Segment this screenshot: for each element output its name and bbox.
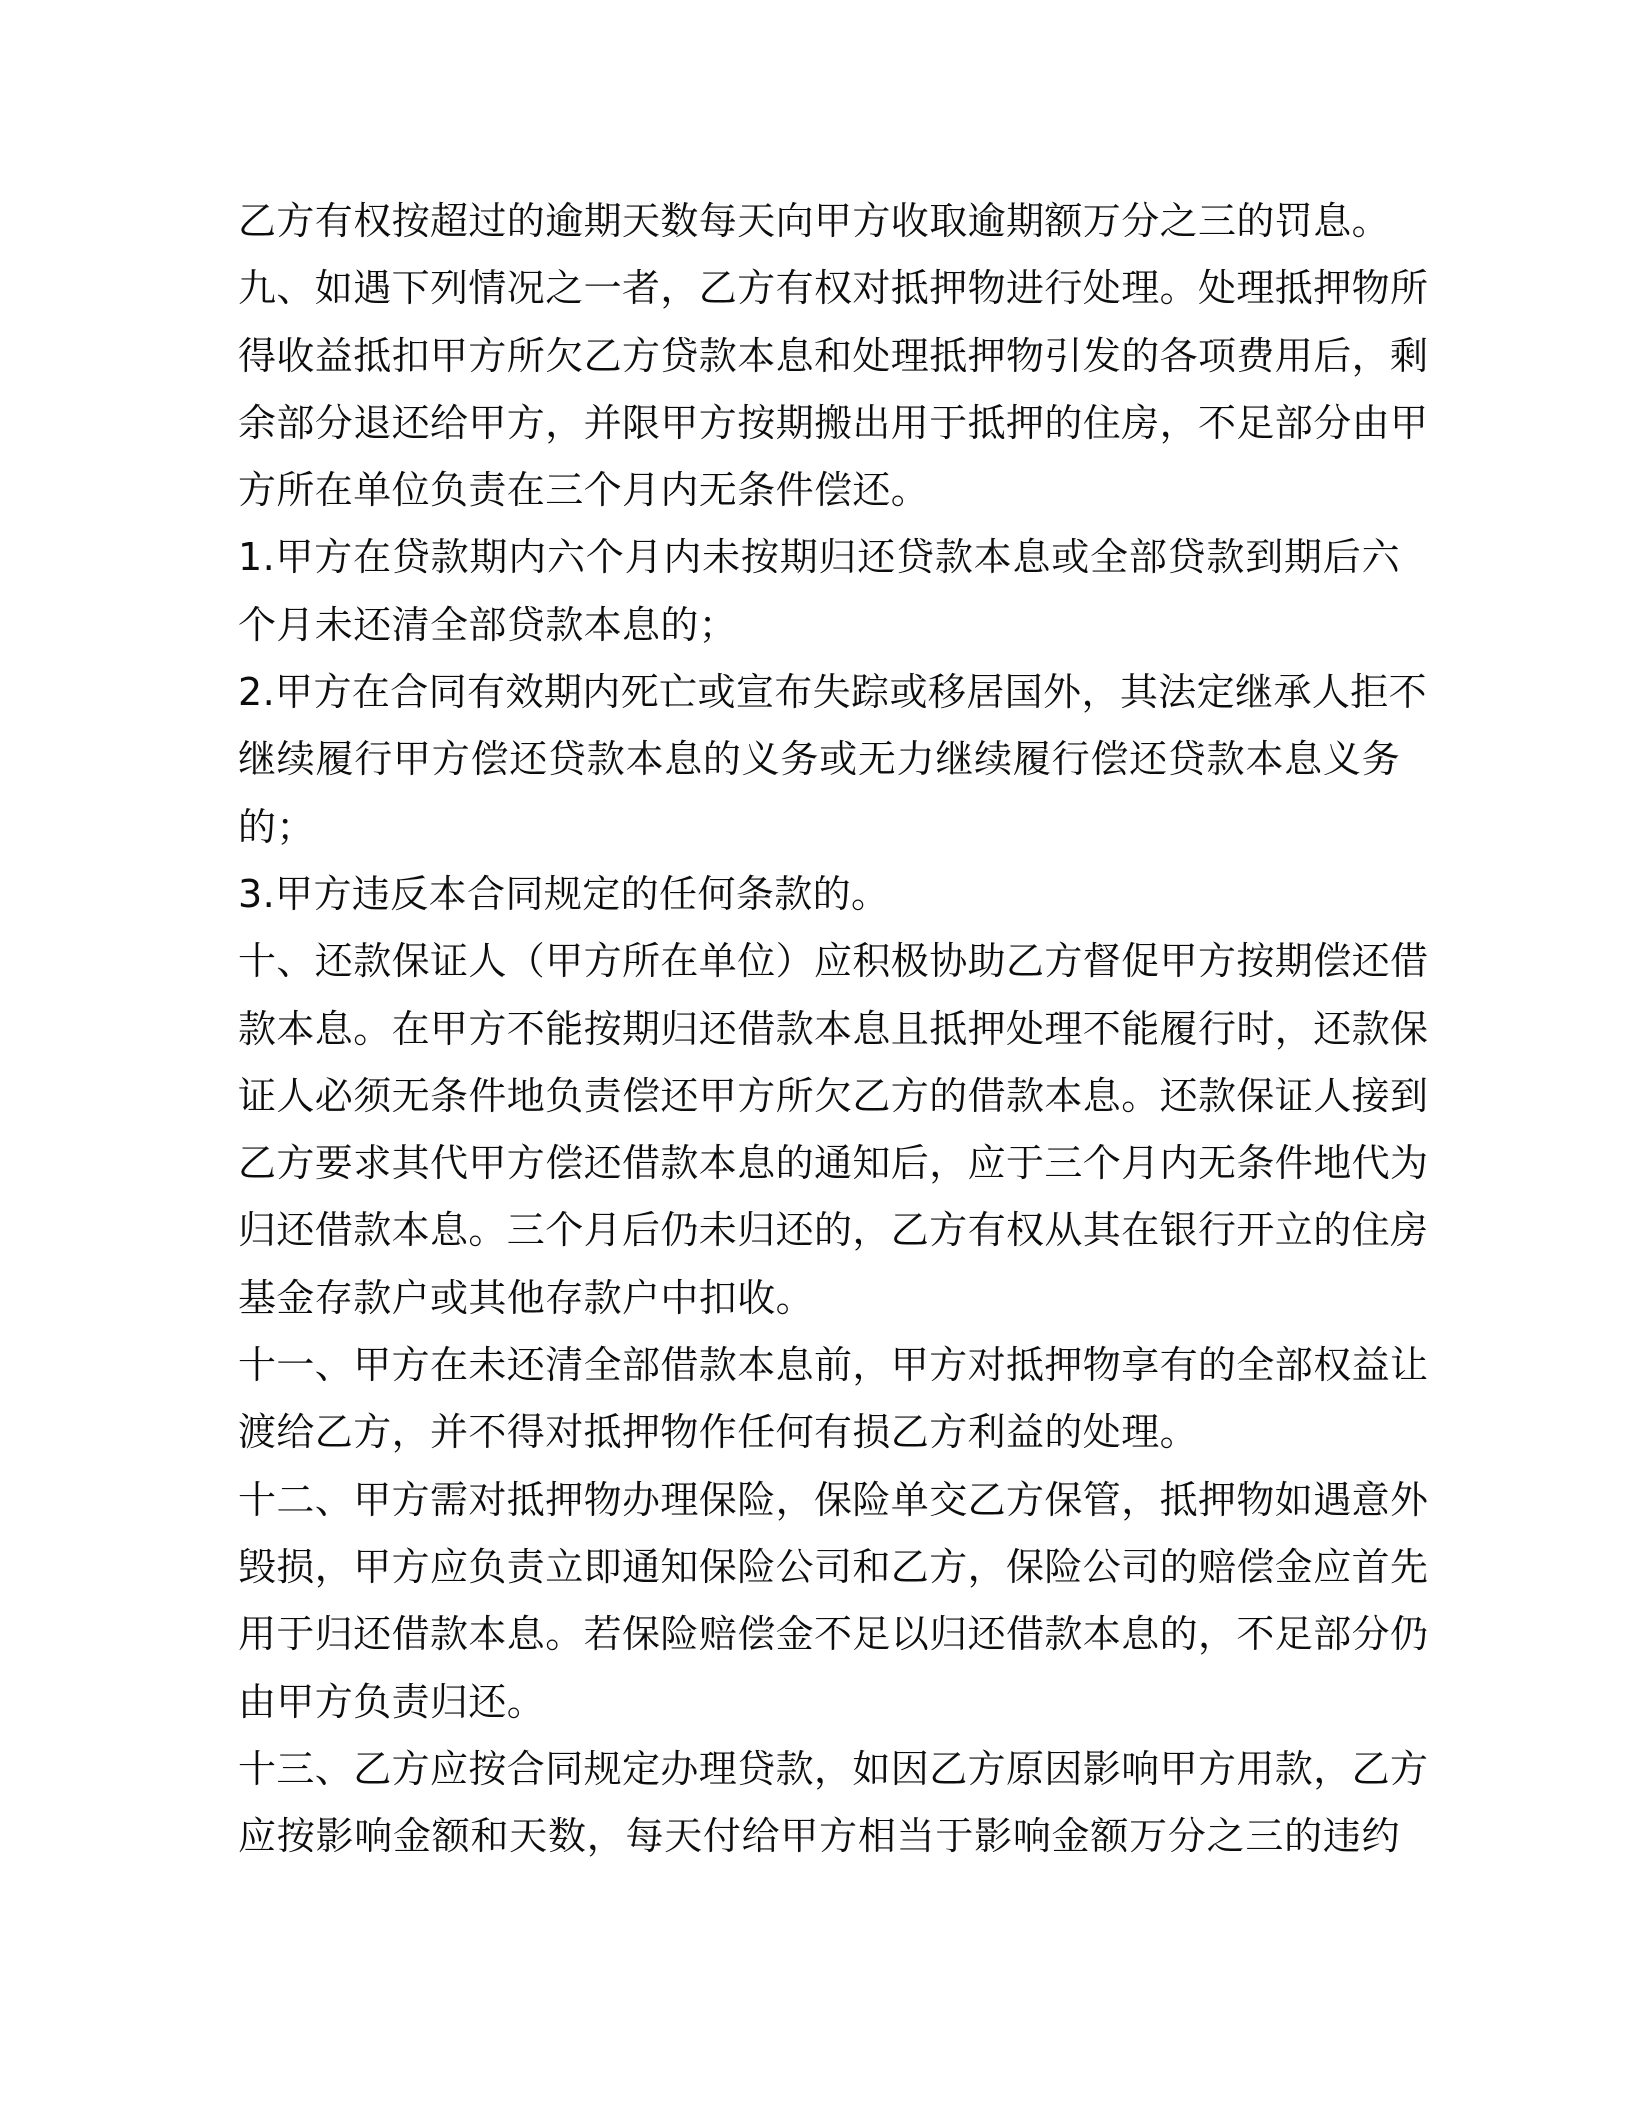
contract-text <box>238 188 1429 1870</box>
text-line: 1.甲方在贷款期内六个月内未按期归还贷款本息或全部贷款到期后六 <box>238 535 1400 580</box>
text-line: 由甲方负责归还。 <box>238 1679 546 1724</box>
text-line: 基金存款户或其他存款户中扣收。 <box>238 1275 815 1320</box>
text-line: 余部分退还给甲方，并限甲方按期搬出用于抵押的住房，不足部分由甲 <box>238 400 1429 445</box>
text-line: 继续履行甲方偿还贷款本息的义务或无力继续履行偿还贷款本息义务 <box>238 737 1400 782</box>
text-line: 用于归还借款本息。若保险赔偿金不足以归还借款本息的，不足部分仍 <box>238 1612 1429 1657</box>
text-line: 归还借款本息。三个月后仍未归还的，乙方有权从其在银行开立的住房 <box>238 1208 1429 1253</box>
text-line: 2.甲方在合同有效期内死亡或宣布失踪或移居国外，其法定继承人拒不 <box>238 670 1428 715</box>
text-line: 个月未还清全部贷款本息的； <box>238 602 738 647</box>
text-line: 乙方有权按超过的逾期天数每天向甲方收取逾期额万分之三的罚息。 <box>238 199 1391 243</box>
text-line: 乙方要求其代甲方偿还借款本息的通知后，应于三个月内无条件地代为 <box>238 1141 1429 1186</box>
text-line: 应按影响金额和天数，每天付给甲方相当于影响金额万分之三的违约 <box>238 1814 1400 1859</box>
text-line: 十一、甲方在未还清全部借款本息前，甲方对抵押物享有的全部权益让 <box>238 1343 1429 1388</box>
text-line: 得收益抵扣甲方所欠乙方贷款本息和处理抵押物引发的各项费用后，剩 <box>238 333 1429 378</box>
text-line: 十、还款保证人（甲方所在单位）应积极协助乙方督促甲方按期偿还借 <box>238 939 1429 984</box>
text-line: 九、如遇下列情况之一者，乙方有权对抵押物进行处理。处理抵押物所 <box>238 266 1429 311</box>
text-line: 的； <box>238 804 315 849</box>
text-line: 十二、甲方需对抵押物办理保险，保险单交乙方保管，抵押物如遇意外 <box>238 1477 1429 1522</box>
text-line: 款本息。在甲方不能按期归还借款本息且抵押处理不能履行时，还款保 <box>238 1006 1429 1051</box>
text-line: 证人必须无条件地负责偿还甲方所欠乙方的借款本息。还款保证人接到 <box>238 1073 1429 1118</box>
text-line: 十三、乙方应按合同规定办理贷款，如因乙方原因影响甲方用款，乙方 <box>238 1746 1429 1791</box>
text-line: 渡给乙方，并不得对抵押物作任何有损乙方利益的处理。 <box>238 1410 1199 1455</box>
text-line: 方所在单位负责在三个月内无条件偿还。 <box>238 468 930 513</box>
text-line: 3.甲方违反本合同规定的任何条款的。 <box>238 871 890 916</box>
text-line: 毁损，甲方应负责立即通知保险公司和乙方，保险公司的赔偿金应首先 <box>238 1544 1429 1589</box>
